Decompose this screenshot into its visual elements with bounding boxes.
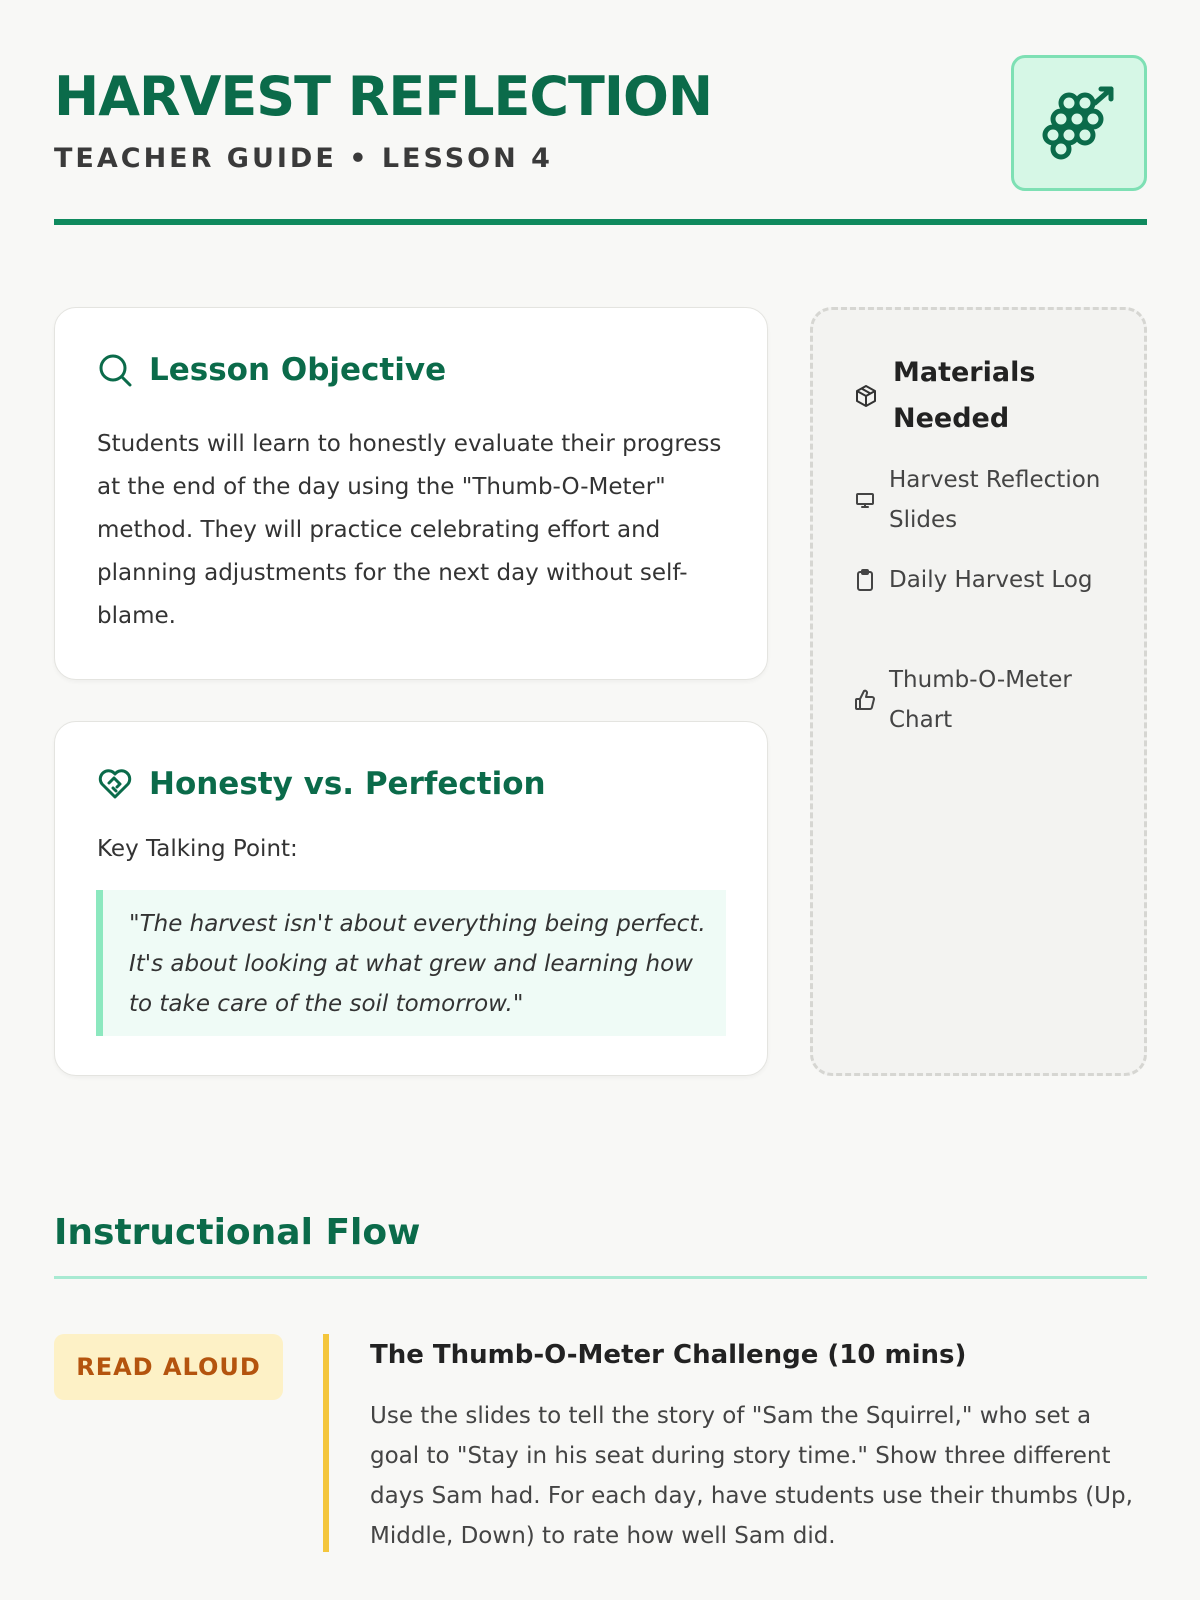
key-talking-point-label: Key Talking Point:	[97, 836, 298, 862]
instructional-flow-title: Instructional Flow	[54, 1212, 421, 1253]
honesty-title: Honesty vs. Perfection	[149, 766, 546, 802]
lesson-objective-card	[54, 307, 768, 680]
honesty-heading	[97, 766, 546, 802]
box-icon	[853, 383, 879, 409]
page-title: HARVEST REFLECTION	[54, 65, 713, 128]
logo-badge	[1011, 55, 1147, 191]
step-badge: READ ALOUD	[54, 1334, 283, 1400]
material-label: Thumb-O-Meter Chart	[889, 667, 1072, 733]
heart-handshake-icon	[97, 766, 133, 802]
page-subtitle: TEACHER GUIDE • LESSON 4	[54, 143, 553, 174]
materials-title: Materials Needed	[893, 357, 1036, 434]
lesson-objective-title: Lesson Objective	[149, 352, 447, 388]
thumbs-up-icon	[853, 688, 877, 712]
materials-panel	[810, 307, 1147, 1076]
monitor-icon	[853, 488, 877, 512]
page-header	[54, 55, 1147, 227]
header-divider	[54, 219, 1147, 225]
step-accent-bar	[323, 1334, 329, 1552]
step-title: The Thumb-O-Meter Challenge (10 mins)	[370, 1340, 967, 1370]
flow-divider	[54, 1276, 1147, 1279]
material-item	[853, 460, 1109, 540]
search-icon	[97, 352, 133, 388]
clipboard-icon	[853, 568, 877, 592]
material-item	[853, 660, 1109, 740]
material-label: Harvest Reflection Slides	[889, 467, 1101, 533]
step-description: Use the slides to tell the story of "Sam the Squirrel," who set a goal to "Stay in his seat during story time." Show three different days Sam had. For each day, have students use their thumbs (Up, Middle, Down) to rate how well Sam did.	[370, 1403, 1133, 1549]
lesson-objective-text: Students will learn to honestly evaluate their progress at the end of the day using the "Thumb-O-Meter" method. They will practice celebrating effort and planning adjustments for the next day without self-blame.	[97, 431, 722, 629]
talking-point-quote: "The harvest isn't about everything being perfect. It's about looking at what grew and learning how to take care of the soil tomorrow."	[96, 890, 726, 1036]
material-label: Daily Harvest Log	[889, 567, 1093, 593]
materials-heading	[853, 350, 1073, 442]
grapes-icon	[1039, 83, 1119, 163]
lesson-objective-heading	[97, 352, 446, 388]
honesty-card	[54, 721, 768, 1076]
material-item	[853, 560, 1109, 600]
